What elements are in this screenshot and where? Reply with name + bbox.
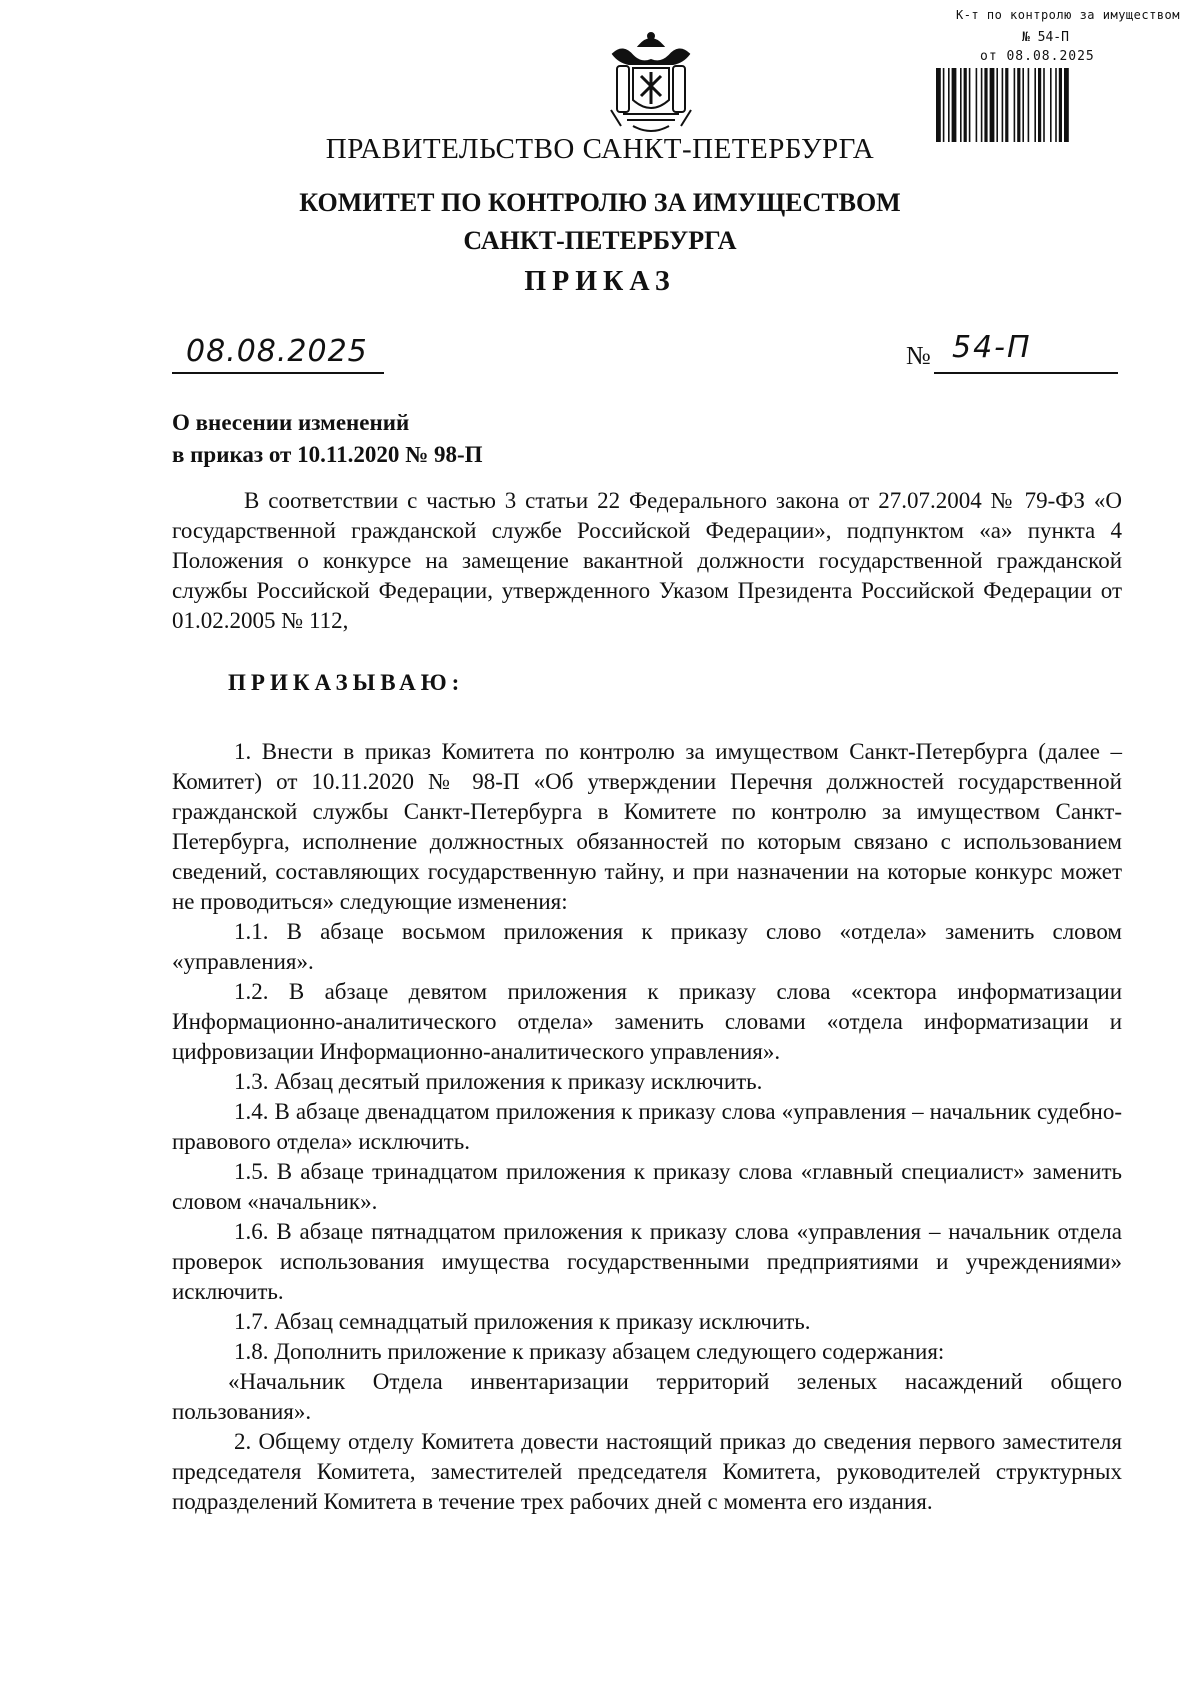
doc-type-heading: ПРИКАЗ xyxy=(524,266,676,297)
item-1-8-quote: «Начальник Отдела инвентаризации территорий зеленых насаждений общего пользования». xyxy=(172,1369,1122,1424)
subject-line-2: в приказ от 10.11.2020 № 98-П xyxy=(172,442,483,467)
stamp-number: № 54-П xyxy=(1022,30,1069,45)
item-1-7: 1.7. Абзац семнадцатый приложения к приказу исключить. xyxy=(234,1309,811,1334)
subject-line-1: О внесении изменений xyxy=(172,410,410,435)
order-date-field xyxy=(172,334,384,374)
item-1-1: 1.1. В абзаце восьмом приложения к приказу слово «отдела» заменить словом «управления». xyxy=(172,919,1122,974)
item-1-3: 1.3. Абзац десятый приложения к приказу исключить. xyxy=(234,1069,763,1094)
item-2: 2. Общему отделу Комитета довести настоящий приказ до сведения первого заместителя председателя Комитета, заместителей председателя Комитета, руководителей структурных подразделений Комитета в течение трех рабочих дней с момента его издания. xyxy=(172,1429,1122,1514)
preamble-paragraph: В соответствии с частью 3 статьи 22 Федерального закона от 27.07.2004 № 79-ФЗ «О государственной гражданской службе Российской Федерации», подпунктом «а» пункта 4 Положения о конкурсе на замещение вакантной должности государственной гражданской службы Российской Федерации, утвержденного Указом Президента Российской Федерации от 01.02.2005 № 112, xyxy=(172,488,1122,633)
committee-line-2: САНКТ-ПЕТЕРБУРГА xyxy=(463,226,737,255)
stamp-date: от 08.08.2025 xyxy=(980,49,1095,64)
item-1-5: 1.5. В абзаце тринадцатом приложения к приказу слова «главный специалист» заменить словом «начальник». xyxy=(172,1159,1122,1214)
item-1: 1. Внести в приказ Комитета по контролю за имуществом Санкт-Петербурга (далее – Комитет) от 10.11.2020 № 98-П «Об утверждении Перечня должностей государственной гражданской службы Санкт-Петербурга в Комитете по контролю за имуществом Санкт-Петербурга, исполнение должностных обязанностей по которым связано с использованием сведений, составляющих государственную тайну, и при назначении на которые конкурс может не проводиться» следующие изменения: xyxy=(172,739,1122,914)
order-number-handwritten: 54-П xyxy=(952,330,1032,365)
order-date-handwritten: 08.08.2025 xyxy=(186,334,368,369)
registration-stamp xyxy=(932,8,1180,142)
number-underline xyxy=(934,372,1118,374)
item-1-8: 1.8. Дополнить приложение к приказу абзацем следующего содержания: xyxy=(234,1339,945,1364)
government-title: ПРАВИТЕЛЬСТВО САНКТ-ПЕТЕРБУРГА xyxy=(325,133,875,165)
barcode xyxy=(936,68,1124,142)
date-underline xyxy=(172,372,384,374)
order-number-field xyxy=(934,330,1118,374)
item-1-4: 1.4. В абзаце двенадцатом приложения к приказу слова «управления – начальник судебно-правового отдела» исключить. xyxy=(172,1099,1122,1154)
item-1-6: 1.6. В абзаце пятнадцатом приложения к приказу слова «управления – начальник отдела проверок использования имущества государственными предприятиями и учреждениями» исключить. xyxy=(172,1219,1122,1304)
stamp-org: К-т по контролю за имуществом xyxy=(955,8,1180,22)
order-subject xyxy=(172,407,483,471)
committee-line-1: КОМИТЕТ ПО КОНТРОЛЮ ЗА ИМУЩЕСТВОМ xyxy=(299,188,901,217)
order-items xyxy=(172,737,1122,1517)
preamble xyxy=(172,486,1122,636)
committee-title xyxy=(0,184,1200,260)
item-1-2: 1.2. В абзаце девятом приложения к приказу слова «сектора информатизации Информационно-аналитического отдела» заменить словами «отдела информатизации и цифровизации Информационно-аналитического управления». xyxy=(172,979,1122,1064)
coat-of-arms-emblem xyxy=(603,30,699,138)
decree-heading: ПРИКАЗЫВАЮ: xyxy=(228,670,465,695)
order-number-label: № xyxy=(906,341,931,370)
